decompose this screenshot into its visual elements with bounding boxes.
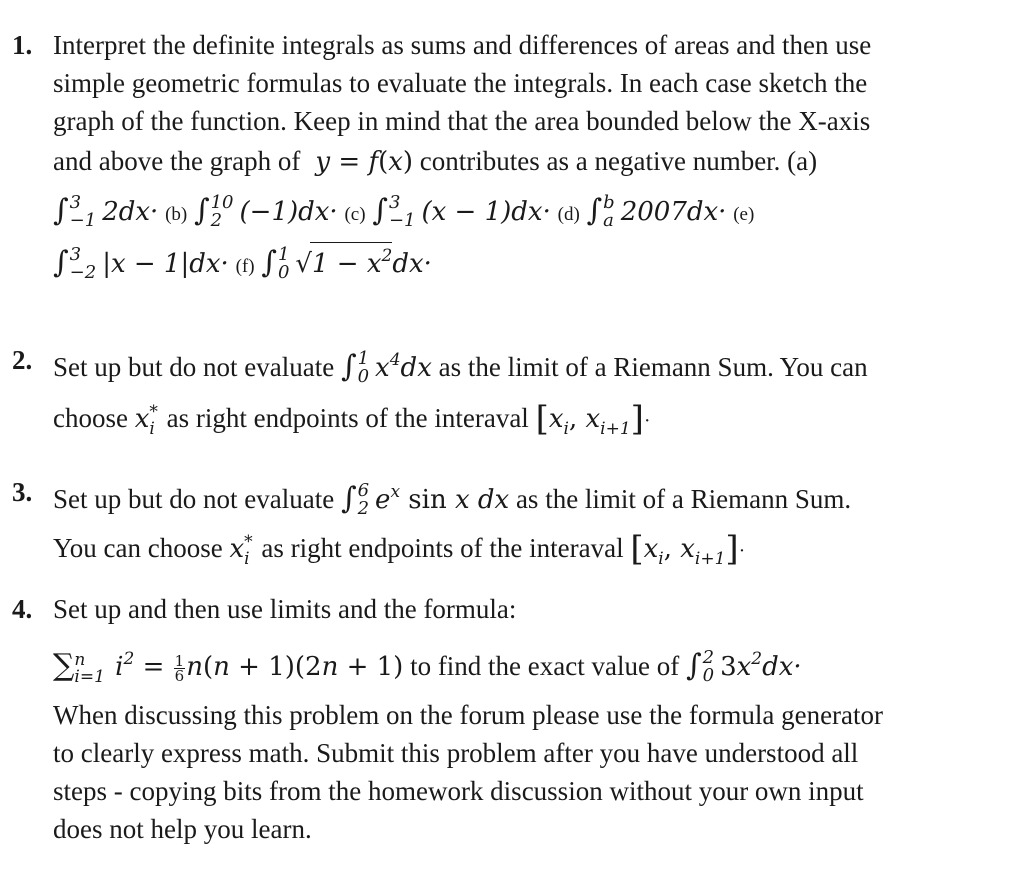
part-label-b: (b) xyxy=(165,204,188,225)
part-label-f: (f) xyxy=(235,256,255,277)
problem-text-line-with-function: and above the graph of y = f(x) contributes as a negative number. (a) xyxy=(53,146,818,177)
problem-text: as the limit of a Riemann Sum. You can xyxy=(438,352,868,382)
problem-text: You can choose xyxy=(53,533,223,563)
problem-text-line: steps - copying bits from the homework discussion without your own input xyxy=(53,776,864,806)
interval-expression: [$x_i$, $x_{i+1}]\cdot$ xyxy=(535,399,651,439)
integral-c: ∫ 3 −1 (x − 1)dx· xyxy=(372,191,551,231)
problem-text: choose xyxy=(53,403,128,433)
problem-line xyxy=(53,341,868,388)
problem-text: contributes as a negative number. (a) xyxy=(419,146,818,176)
problem-text-line: to clearly express math. Submit this problem after you have understood all xyxy=(53,738,859,768)
integral-x4: ∫ 1 0 $x^4dx$ xyxy=(340,347,432,387)
integral-exp-sin: ∫ 6 2 $e^x$ sin x dx xyxy=(340,479,510,519)
problem-number: 3. xyxy=(12,477,33,507)
integral-b: ∫ 10 2 (−1)dx· xyxy=(193,191,338,231)
integral-d: ∫ b a 2007dx· xyxy=(586,191,727,231)
part-label-d: (d) xyxy=(557,204,580,225)
integral-f: ∫ 1 0 $√1 - x^2dx\cdot$ xyxy=(261,243,432,283)
problem-text: as right endpoints of the interaval xyxy=(261,533,624,563)
integral-3x2: ∫ 2 0 $3x^2dx\cdot$ xyxy=(685,646,802,686)
problem-number: 4. xyxy=(12,594,33,624)
problem-text: Set up but do not evaluate xyxy=(53,484,335,514)
problem-text-line: does not help you learn. xyxy=(53,814,312,844)
problem-text: Set up but do not evaluate xyxy=(53,352,335,382)
integrals-row-a-d xyxy=(53,192,754,234)
integrals-row-e-f xyxy=(53,242,432,286)
problem-number: 1. xyxy=(12,30,33,60)
problem-number: 2. xyxy=(12,345,33,375)
problem-line: choose x * i as right endpoints of the interaval [$x_i$, $x_{i+1}]\cdot$ xyxy=(53,399,651,439)
y-equals-f-of-x: y xyxy=(307,147,331,177)
problem-text: and above the graph of xyxy=(53,146,301,176)
interval-expression: [$x_i$, $x_{i+1}]\cdot$ xyxy=(630,529,746,569)
problem-line xyxy=(53,473,851,520)
part-label-e: (e) xyxy=(733,204,755,225)
problem-text-line: Set up and then use limits and the formula: xyxy=(53,594,517,624)
problem-text: as right endpoints of the interaval xyxy=(166,403,529,433)
problem-text: as the limit of a Riemann Sum. xyxy=(515,484,852,514)
problem-text-line: Interpret the definite integrals as sums and differences of areas and then use xyxy=(53,30,872,60)
problem-text-line: When discussing this problem on the forum please use the formula generator xyxy=(53,700,884,730)
sum-formula: ∑ n i=1 $i^2$ = $\frac{1}{6}$ n(n + 1)(2n + 1) xyxy=(53,648,404,687)
part-label-c: (c) xyxy=(344,204,366,225)
problem-text-line: graph of the function. Keep in mind that the area bounded below the X-axis xyxy=(53,106,871,136)
problem-line: You can choose x * i as right endpoints of the interaval [$x_i$, $x_{i+1}]\cdot$ xyxy=(53,529,746,569)
integral-e: ∫ 3 −2 |x − 1|dx· xyxy=(53,243,229,283)
sqrt-sign: √ xyxy=(295,249,312,279)
problem-line-formula xyxy=(53,640,802,687)
integral-a: ∫ 3 −1 2dx· xyxy=(53,191,159,231)
problem-text: to find the exact value of xyxy=(410,651,680,681)
problem-text-line: simple geometric formulas to evaluate the integrals. In each case sketch the xyxy=(53,68,868,98)
